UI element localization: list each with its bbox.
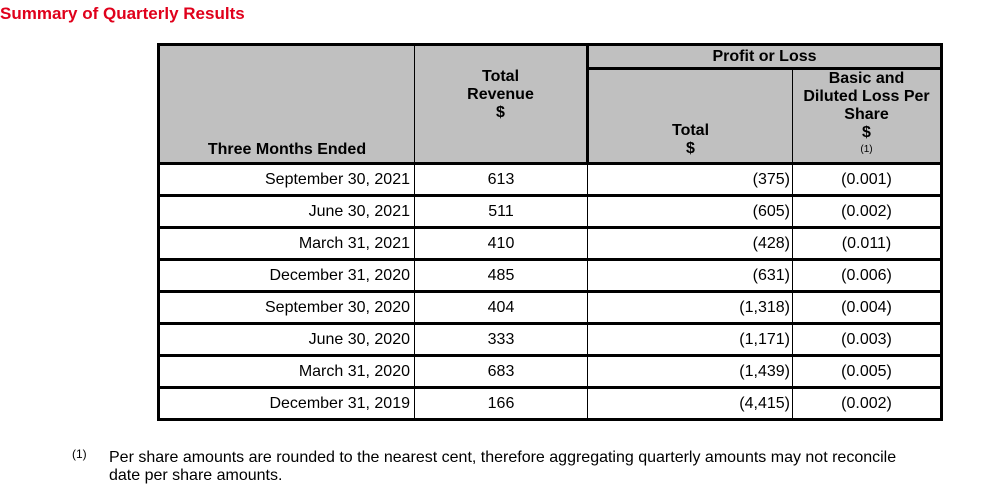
cell-total: (1,439) bbox=[588, 356, 793, 388]
cell-eps: (0.002) bbox=[793, 196, 942, 228]
cell-eps: (0.006) bbox=[793, 260, 942, 292]
cell-total: (605) bbox=[588, 196, 793, 228]
header-three-months-ended: Three Months Ended bbox=[159, 45, 415, 164]
cell-period: September 30, 2020 bbox=[159, 292, 415, 324]
header-total-line2: $ bbox=[686, 140, 695, 157]
table-row bbox=[159, 292, 942, 324]
table-row bbox=[159, 164, 942, 196]
footnote-marker: (1) bbox=[72, 447, 87, 461]
header-total-revenue-line2: Revenue bbox=[467, 86, 534, 103]
document-title: Summary of Quarterly Results bbox=[0, 4, 245, 23]
header-eps-line4 bbox=[793, 124, 940, 160]
quarterly-results-table bbox=[157, 43, 943, 421]
cell-revenue: 511 bbox=[415, 196, 588, 228]
footnote-line-1: Per share amounts are rounded to the nearest cent, therefore aggregating quarterly amounts may not reconcile bbox=[109, 449, 897, 466]
header-basic-diluted-loss-per-share bbox=[793, 69, 942, 164]
header-eps-footnote-ref: (1) bbox=[860, 144, 873, 155]
header-eps-line1: Basic and bbox=[828, 70, 905, 87]
footnote-line-2: date per share amounts. bbox=[109, 467, 283, 484]
table-row bbox=[159, 388, 942, 420]
cell-revenue: 485 bbox=[415, 260, 588, 292]
cell-eps: (0.001) bbox=[793, 164, 942, 196]
cell-eps: (0.004) bbox=[793, 292, 942, 324]
cell-period: December 31, 2019 bbox=[159, 388, 415, 420]
table-row bbox=[159, 260, 942, 292]
header-total-revenue-line3: $ bbox=[496, 104, 505, 121]
header-total-revenue bbox=[415, 45, 588, 164]
cell-eps: (0.002) bbox=[793, 388, 942, 420]
cell-revenue: 166 bbox=[415, 388, 588, 420]
cell-eps: (0.003) bbox=[793, 324, 942, 356]
cell-total: (375) bbox=[588, 164, 793, 196]
header-profit-or-loss: Profit or Loss bbox=[588, 45, 942, 69]
cell-period: March 31, 2020 bbox=[159, 356, 415, 388]
cell-period: March 31, 2021 bbox=[159, 228, 415, 260]
cell-eps: (0.005) bbox=[793, 356, 942, 388]
cell-total: (428) bbox=[588, 228, 793, 260]
cell-total: (1,318) bbox=[588, 292, 793, 324]
header-total-revenue-line1: Total bbox=[481, 68, 520, 85]
cell-revenue: 410 bbox=[415, 228, 588, 260]
cell-period: June 30, 2021 bbox=[159, 196, 415, 228]
table-row bbox=[159, 356, 942, 388]
cell-revenue: 333 bbox=[415, 324, 588, 356]
table-row bbox=[159, 196, 942, 228]
cell-total: (631) bbox=[588, 260, 793, 292]
table-row bbox=[159, 324, 942, 356]
header-eps-line2: Diluted Loss Per bbox=[803, 88, 930, 105]
cell-revenue: 683 bbox=[415, 356, 588, 388]
header-eps-line3: Share bbox=[844, 106, 889, 123]
cell-period: June 30, 2020 bbox=[159, 324, 415, 356]
cell-eps: (0.011) bbox=[793, 228, 942, 260]
cell-total: (4,415) bbox=[588, 388, 793, 420]
cell-period: December 31, 2020 bbox=[159, 260, 415, 292]
cell-period: September 30, 2021 bbox=[159, 164, 415, 196]
cell-total: (1,171) bbox=[588, 324, 793, 356]
header-total-line1: Total bbox=[671, 122, 710, 139]
header-eps-currency: $ bbox=[862, 124, 871, 141]
cell-revenue: 613 bbox=[415, 164, 588, 196]
cell-revenue: 404 bbox=[415, 292, 588, 324]
header-total bbox=[588, 69, 793, 164]
table-row bbox=[159, 228, 942, 260]
footnote-text bbox=[109, 449, 1004, 485]
